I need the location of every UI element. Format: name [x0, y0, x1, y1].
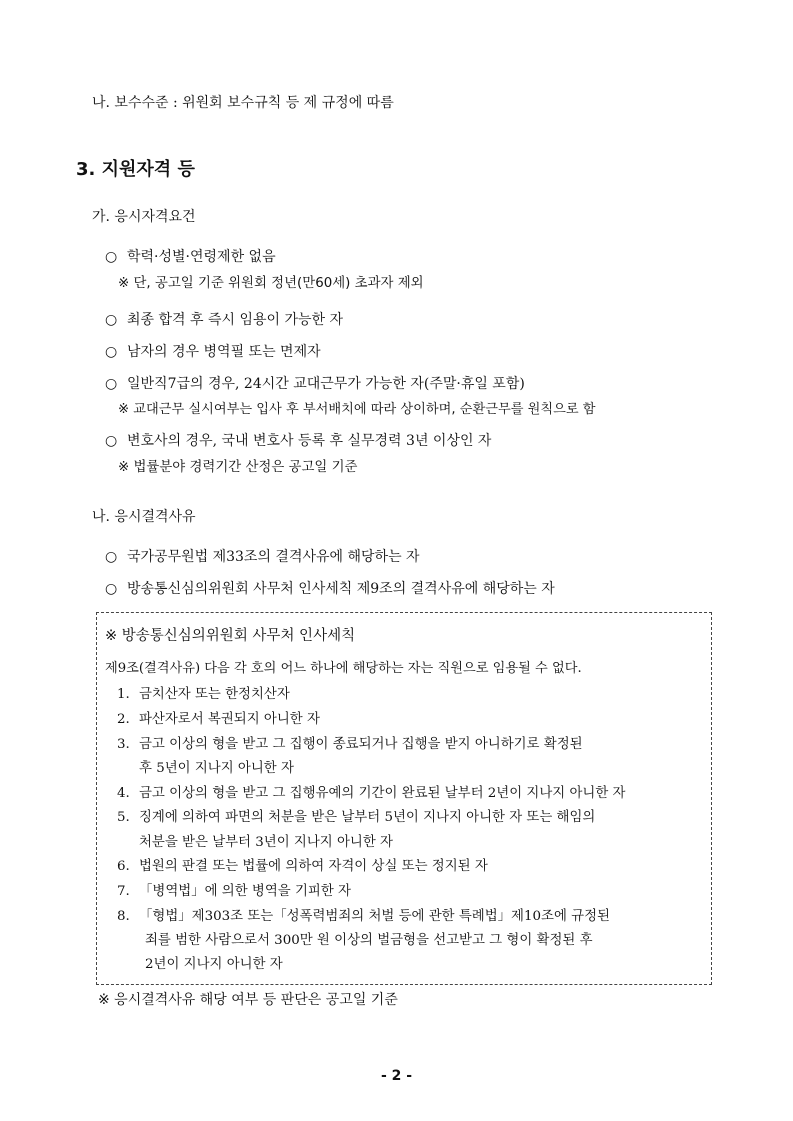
- disqualification-item: ○ 국가공무원법 제33조의 결격사유에 해당하는 자: [105, 549, 420, 565]
- regulation-line: 후 5년이 지나지 아니한 자: [139, 761, 294, 776]
- regulation-intro: 제9조(결격사유) 다음 각 호의 어느 하나에 해당하는 자는 직원으로 임용될 수 없다.: [105, 661, 582, 676]
- qualifications-heading: 가. 응시자격요건: [92, 209, 196, 225]
- disqualification-item: ○ 방송통신심의위원회 사무처 인사세칙 제9조의 결격사유에 해당하는 자: [105, 581, 555, 597]
- regulation-line: 6. 법원의 판결 또는 법률에 의하여 자격이 상실 또는 정지된 자: [117, 859, 488, 874]
- regulation-line: 3. 금고 이상의 형을 받고 그 집행이 종료되거나 집행을 받지 아니하기로 확정된: [117, 737, 583, 752]
- disqualifications-heading: 나. 응시결격사유: [92, 509, 196, 525]
- section-title: 3. 지원자격 등: [76, 159, 195, 180]
- regulation-line: 처분을 받은 날부터 3년이 지나지 아니한 자: [139, 835, 393, 850]
- qualification-item: ○ 최종 합격 후 즉시 임용이 가능한 자: [105, 312, 344, 328]
- circle-bullet-icon: ○: [105, 433, 118, 449]
- circle-bullet-icon: ○: [105, 249, 118, 265]
- regulation-title: ※ 방송통신심의위원회 사무처 인사세칙: [105, 628, 356, 644]
- pay-level-line: 나. 보수수준 : 위원회 보수규칙 등 제 규정에 따름: [92, 95, 394, 111]
- regulation-line: 죄를 범한 사람으로서 300만 원 이상의 벌금형을 선고받고 그 형이 확정된 후: [145, 933, 593, 948]
- qualification-item: ○ 변호사의 경우, 국내 변호사 등록 후 실무경력 3년 이상인 자: [105, 433, 492, 449]
- qualification-item: ○ 학력·성별·연령제한 없음: [105, 249, 276, 265]
- regulation-line: 2년이 지나지 아니한 자: [145, 957, 283, 972]
- regulation-line: 1. 금치산자 또는 한정치산자: [117, 687, 290, 702]
- regulation-line: 8. 「형법」제303조 또는「성폭력범죄의 처벌 등에 관한 특례법」제10조에 규정된: [117, 909, 610, 924]
- regulation-line: 7. 「병역법」에 의한 병역을 기피한 자: [117, 884, 351, 899]
- final-note: ※ 응시결격사유 해당 여부 등 판단은 공고일 기준: [98, 992, 398, 1008]
- regulation-line: 5. 징계에 의하여 파면의 처분을 받은 날부터 5년이 지나지 아니한 자 또는 해임의: [117, 810, 596, 825]
- qualification-item: ○ 일반직7급의 경우, 24시간 교대근무가 가능한 자(주말·휴일 포함): [105, 376, 525, 392]
- qualification-item: ○ 남자의 경우 병역필 또는 면제자: [105, 344, 321, 360]
- regulation-box: [96, 612, 712, 985]
- circle-bullet-icon: ○: [105, 581, 118, 597]
- page-number: - 2 -: [380, 1068, 413, 1084]
- qualification-note: ※ 법률분야 경력기간 산정은 공고일 기준: [118, 460, 358, 475]
- regulation-line: 2. 파산자로서 복권되지 아니한 자: [117, 712, 320, 727]
- circle-bullet-icon: ○: [105, 344, 118, 360]
- circle-bullet-icon: ○: [105, 312, 118, 328]
- circle-bullet-icon: ○: [105, 376, 118, 392]
- qualification-note: ※ 교대근무 실시여부는 입사 후 부서배치에 따라 상이하며, 순환근무를 원칙으로 함: [118, 402, 596, 417]
- regulation-line: 4. 금고 이상의 형을 받고 그 집행유예의 기간이 완료된 날부터 2년이 지나지 아니한 자: [117, 786, 626, 801]
- circle-bullet-icon: ○: [105, 549, 118, 565]
- qualification-note: ※ 단, 공고일 기준 위원회 정년(만60세) 초과자 제외: [118, 276, 424, 291]
